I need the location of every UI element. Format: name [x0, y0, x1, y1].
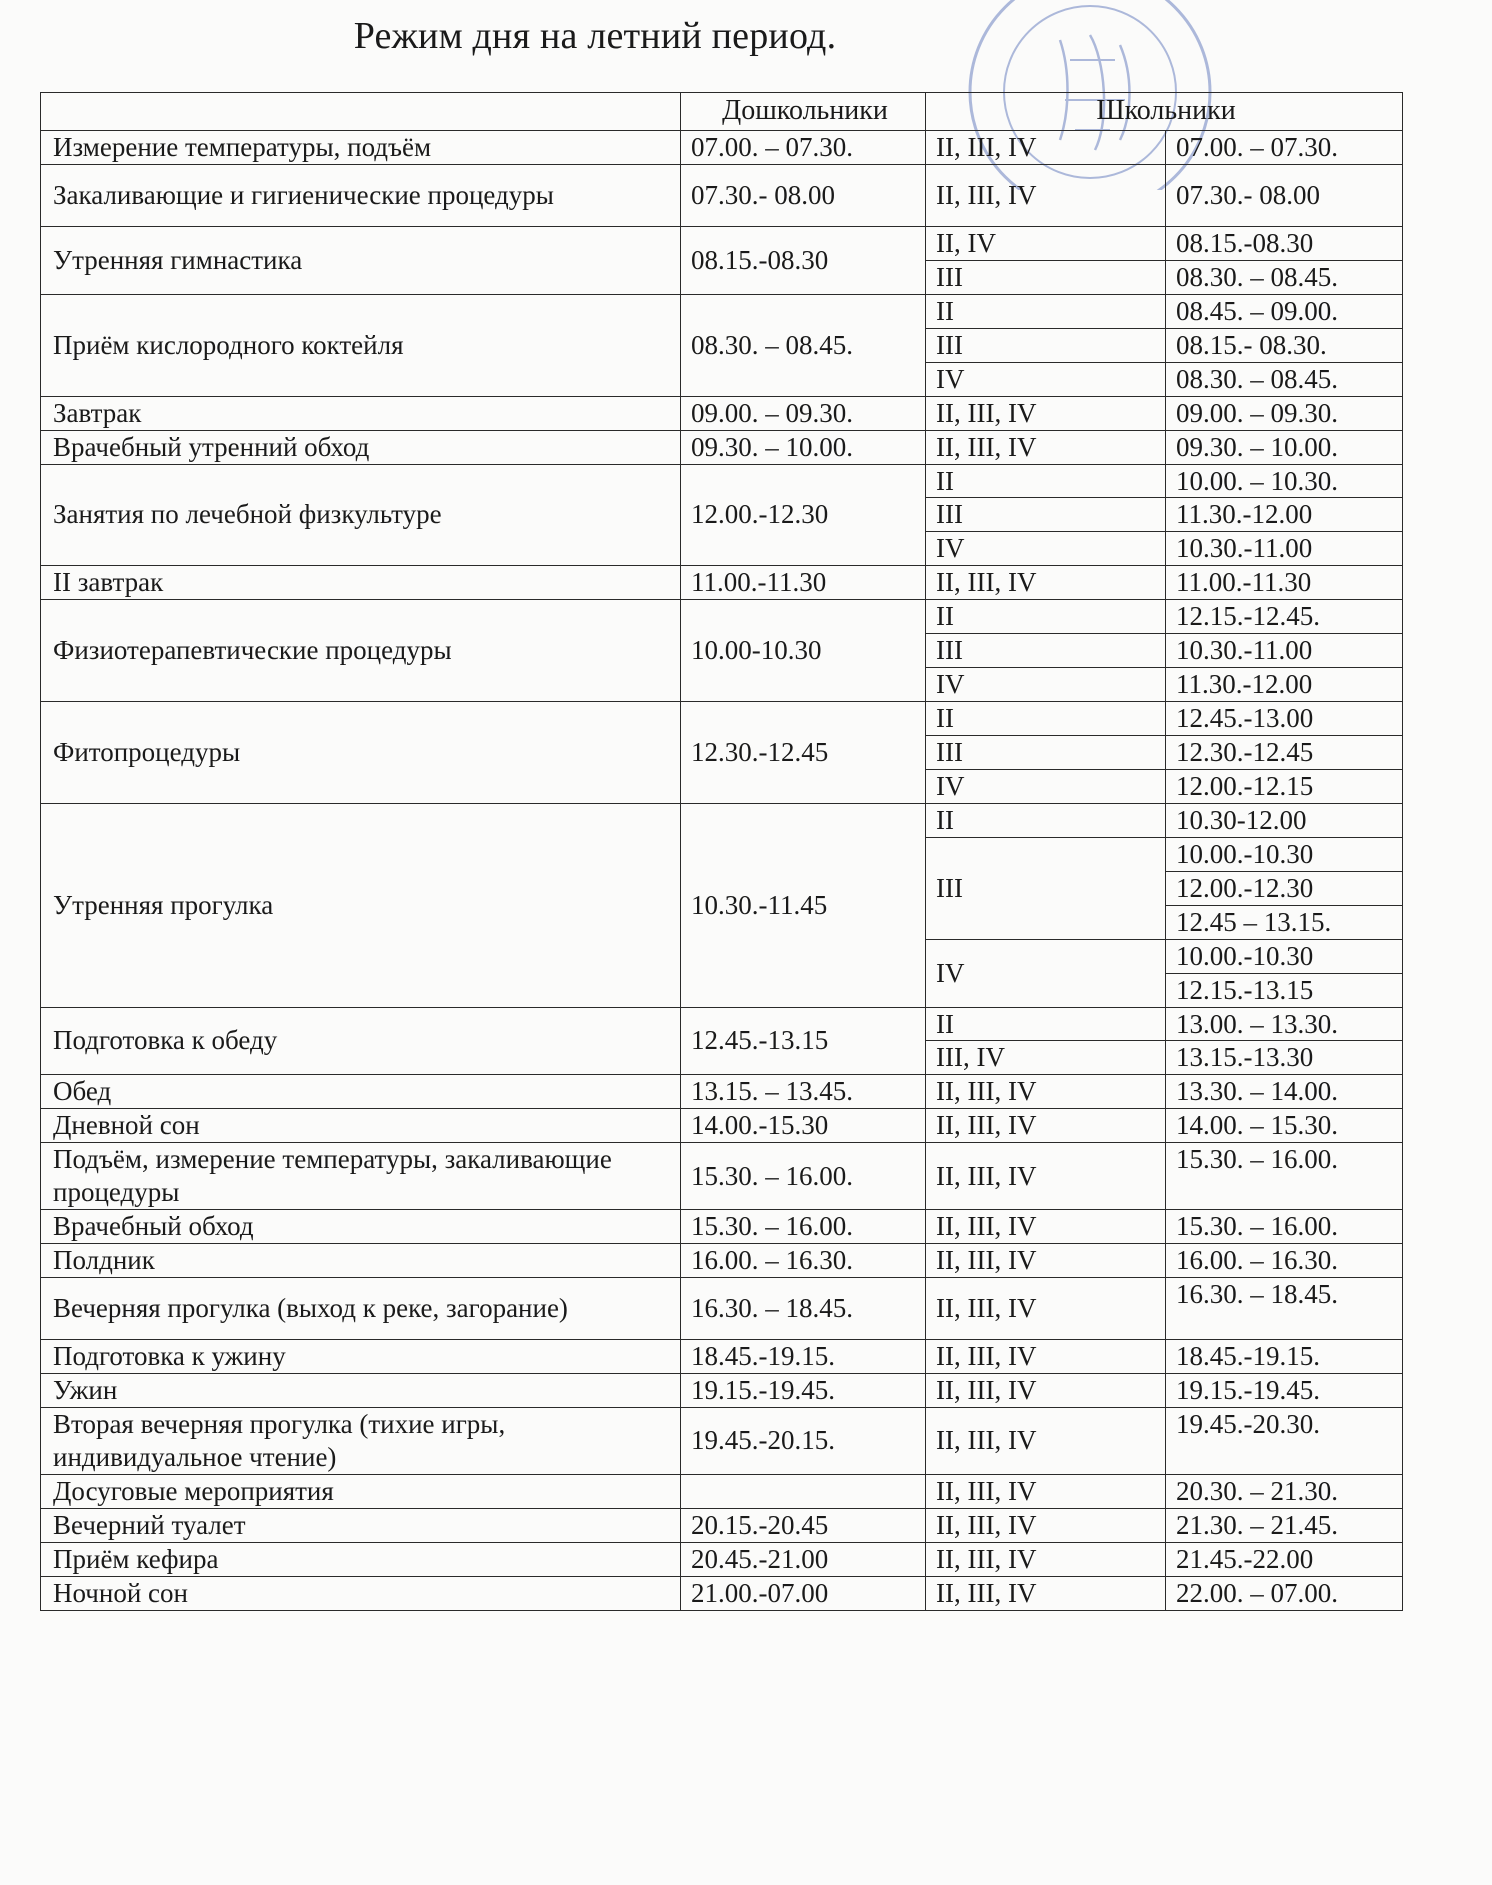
preschool-time-cell: 15.30. – 16.00.	[681, 1210, 926, 1244]
activity-cell: Полдник	[41, 1244, 681, 1278]
school-time-cell: 07.30.- 08.00	[1166, 164, 1403, 226]
school-time-cell: 09.00. – 09.30.	[1166, 396, 1403, 430]
school-time-cell: 16.30. – 18.45.	[1166, 1278, 1403, 1340]
activity-cell: Закаливающие и гигиенические процедуры	[41, 164, 681, 226]
table-header-row	[41, 93, 1403, 131]
table-row	[41, 1007, 1403, 1041]
activity-cell: Фитопроцедуры	[41, 702, 681, 804]
header-activity-cell	[41, 93, 681, 131]
table-row	[41, 1210, 1403, 1244]
table-row	[41, 1474, 1403, 1508]
activity-cell: Подъём, измерение температуры, закаливающие процедуры	[41, 1143, 681, 1210]
table-row	[41, 702, 1403, 736]
table-row	[41, 1373, 1403, 1407]
school-time-cell: 14.00. – 15.30.	[1166, 1109, 1403, 1143]
table-row	[41, 1244, 1403, 1278]
table-row	[41, 226, 1403, 260]
table-row	[41, 600, 1403, 634]
school-time-cell: 20.30. – 21.30.	[1166, 1474, 1403, 1508]
school-time-cell: 15.30. – 16.00.	[1166, 1210, 1403, 1244]
school-time-cell: 08.45. – 09.00.	[1166, 294, 1403, 328]
activity-cell: Врачебный утренний обход	[41, 430, 681, 464]
school-groups-cell: III	[926, 328, 1166, 362]
activity-cell: II завтрак	[41, 566, 681, 600]
preschool-time-cell: 08.15.-08.30	[681, 226, 926, 294]
preschool-time-cell: 16.30. – 18.45.	[681, 1278, 926, 1340]
preschool-time-cell: 12.45.-13.15	[681, 1007, 926, 1075]
school-time-cell: 12.00.-12.30	[1166, 871, 1403, 905]
preschool-time-cell: 20.45.-21.00	[681, 1542, 926, 1576]
school-groups-cell: II, III, IV	[926, 1542, 1166, 1576]
header-school-cell: Школьники	[926, 93, 1403, 131]
activity-cell: Подготовка к ужину	[41, 1340, 681, 1374]
school-time-cell: 21.30. – 21.45.	[1166, 1508, 1403, 1542]
school-groups-cell: II	[926, 803, 1166, 837]
activity-cell: Дневной сон	[41, 1109, 681, 1143]
school-time-cell: 13.30. – 14.00.	[1166, 1075, 1403, 1109]
activity-cell: Приём кефира	[41, 1542, 681, 1576]
table-row	[41, 1576, 1403, 1610]
table-row	[41, 396, 1403, 430]
table-row	[41, 803, 1403, 837]
school-groups-cell: II	[926, 702, 1166, 736]
school-time-cell: 21.45.-22.00	[1166, 1542, 1403, 1576]
school-groups-cell: II, III, IV	[926, 1576, 1166, 1610]
activity-cell: Физиотерапевтические процедуры	[41, 600, 681, 702]
school-groups-cell: II, III, IV	[926, 1210, 1166, 1244]
preschool-time-cell: 07.00. – 07.30.	[681, 131, 926, 165]
school-groups-cell: IV	[926, 769, 1166, 803]
school-groups-cell: II, III, IV	[926, 396, 1166, 430]
preschool-time-cell: 07.30.- 08.00	[681, 164, 926, 226]
school-time-cell: 10.30.-11.00	[1166, 634, 1403, 668]
table-row	[41, 566, 1403, 600]
school-time-cell: 13.15.-13.30	[1166, 1041, 1403, 1075]
activity-cell: Утренняя гимнастика	[41, 226, 681, 294]
school-groups-cell: II, III, IV	[926, 131, 1166, 165]
school-time-cell: 08.30. – 08.45.	[1166, 362, 1403, 396]
preschool-time-cell: 10.00-10.30	[681, 600, 926, 702]
preschool-time-cell: 16.00. – 16.30.	[681, 1244, 926, 1278]
table-row	[41, 131, 1403, 165]
school-time-cell: 15.30. – 16.00.	[1166, 1143, 1403, 1210]
activity-cell: Занятия по лечебной физкультуре	[41, 464, 681, 566]
table-row	[41, 1143, 1403, 1210]
preschool-time-cell: 09.00. – 09.30.	[681, 396, 926, 430]
school-groups-cell: II, IV	[926, 226, 1166, 260]
page-title: Режим дня на летний период.	[353, 15, 837, 57]
school-groups-cell: III	[926, 260, 1166, 294]
school-time-cell: 10.30.-11.00	[1166, 532, 1403, 566]
activity-cell: Утренняя прогулка	[41, 803, 681, 1007]
school-time-cell: 18.45.-19.15.	[1166, 1340, 1403, 1374]
schedule-table	[40, 92, 1403, 1611]
header-preschool-cell: Дошкольники	[681, 93, 926, 131]
school-time-cell: 07.00. – 07.30.	[1166, 131, 1403, 165]
school-groups-cell: II, III, IV	[926, 1340, 1166, 1374]
school-time-cell: 08.15.- 08.30.	[1166, 328, 1403, 362]
preschool-time-cell: 21.00.-07.00	[681, 1576, 926, 1610]
preschool-time-cell: 12.00.-12.30	[681, 464, 926, 566]
table-row	[41, 430, 1403, 464]
school-groups-cell: II	[926, 1007, 1166, 1041]
activity-cell: Подготовка к обеду	[41, 1007, 681, 1075]
activity-cell: Вторая вечерняя прогулка (тихие игры, индивидуальное чтение)	[41, 1407, 681, 1474]
school-time-cell: 12.45 – 13.15.	[1166, 905, 1403, 939]
preschool-time-cell: 18.45.-19.15.	[681, 1340, 926, 1374]
schedule-body	[41, 131, 1403, 1611]
school-groups-cell: II, III, IV	[926, 1508, 1166, 1542]
school-groups-cell: III	[926, 498, 1166, 532]
school-groups-cell: III	[926, 837, 1166, 939]
school-groups-cell: II	[926, 600, 1166, 634]
preschool-time-cell: 10.30.-11.45	[681, 803, 926, 1007]
preschool-time-cell: 08.30. – 08.45.	[681, 294, 926, 396]
preschool-time-cell: 13.15. – 13.45.	[681, 1075, 926, 1109]
school-time-cell: 10.00.-10.30	[1166, 837, 1403, 871]
table-row	[41, 294, 1403, 328]
school-time-cell: 10.00. – 10.30.	[1166, 464, 1403, 498]
school-groups-cell: III, IV	[926, 1041, 1166, 1075]
school-time-cell: 08.30. – 08.45.	[1166, 260, 1403, 294]
table-row	[41, 164, 1403, 226]
table-row	[41, 1542, 1403, 1576]
school-time-cell: 08.15.-08.30	[1166, 226, 1403, 260]
preschool-time-cell: 14.00.-15.30	[681, 1109, 926, 1143]
school-time-cell: 11.00.-11.30	[1166, 566, 1403, 600]
table-row	[41, 1407, 1403, 1474]
school-groups-cell: II, III, IV	[926, 430, 1166, 464]
school-time-cell: 12.30.-12.45	[1166, 736, 1403, 770]
activity-cell: Завтрак	[41, 396, 681, 430]
school-groups-cell: II, III, IV	[926, 1143, 1166, 1210]
school-time-cell: 11.30.-12.00	[1166, 668, 1403, 702]
school-groups-cell: II, III, IV	[926, 566, 1166, 600]
school-time-cell: 12.15.-13.15	[1166, 973, 1403, 1007]
school-groups-cell: IV	[926, 668, 1166, 702]
school-groups-cell: II	[926, 294, 1166, 328]
table-row	[41, 464, 1403, 498]
school-groups-cell: II, III, IV	[926, 164, 1166, 226]
table-row	[41, 1075, 1403, 1109]
activity-cell: Врачебный обход	[41, 1210, 681, 1244]
activity-cell: Досуговые мероприятия	[41, 1474, 681, 1508]
activity-cell: Вечерняя прогулка (выход к реке, загорание)	[41, 1278, 681, 1340]
school-time-cell: 11.30.-12.00	[1166, 498, 1403, 532]
table-row	[41, 1109, 1403, 1143]
preschool-time-cell: 15.30. – 16.00.	[681, 1143, 926, 1210]
school-groups-cell: IV	[926, 939, 1166, 1007]
school-time-cell: 10.30-12.00	[1166, 803, 1403, 837]
school-time-cell: 19.45.-20.30.	[1166, 1407, 1403, 1474]
preschool-time-cell: 09.30. – 10.00.	[681, 430, 926, 464]
table-row	[41, 1278, 1403, 1340]
school-groups-cell: II, III, IV	[926, 1373, 1166, 1407]
activity-cell: Обед	[41, 1075, 681, 1109]
school-groups-cell: IV	[926, 532, 1166, 566]
preschool-time-cell	[681, 1474, 926, 1508]
preschool-time-cell: 20.15.-20.45	[681, 1508, 926, 1542]
activity-cell: Приём кислородного коктейля	[41, 294, 681, 396]
preschool-time-cell: 19.45.-20.15.	[681, 1407, 926, 1474]
school-groups-cell: III	[926, 736, 1166, 770]
school-time-cell: 10.00.-10.30	[1166, 939, 1403, 973]
school-groups-cell: II, III, IV	[926, 1474, 1166, 1508]
school-time-cell: 12.45.-13.00	[1166, 702, 1403, 736]
activity-cell: Ночной сон	[41, 1576, 681, 1610]
school-time-cell: 16.00. – 16.30.	[1166, 1244, 1403, 1278]
school-groups-cell: II, III, IV	[926, 1109, 1166, 1143]
school-time-cell: 09.30. – 10.00.	[1166, 430, 1403, 464]
school-time-cell: 13.00. – 13.30.	[1166, 1007, 1403, 1041]
table-row	[41, 1508, 1403, 1542]
activity-cell: Вечерний туалет	[41, 1508, 681, 1542]
preschool-time-cell: 12.30.-12.45	[681, 702, 926, 804]
school-time-cell: 22.00. – 07.00.	[1166, 1576, 1403, 1610]
school-time-cell: 12.00.-12.15	[1166, 769, 1403, 803]
school-groups-cell: II, III, IV	[926, 1278, 1166, 1340]
school-groups-cell: IV	[926, 362, 1166, 396]
school-time-cell: 19.15.-19.45.	[1166, 1373, 1403, 1407]
school-groups-cell: II	[926, 464, 1166, 498]
table-row	[41, 1340, 1403, 1374]
school-groups-cell: II, III, IV	[926, 1244, 1166, 1278]
school-groups-cell: III	[926, 634, 1166, 668]
school-groups-cell: II, III, IV	[926, 1407, 1166, 1474]
school-time-cell: 12.15.-12.45.	[1166, 600, 1403, 634]
activity-cell: Ужин	[41, 1373, 681, 1407]
preschool-time-cell: 11.00.-11.30	[681, 566, 926, 600]
school-groups-cell: II, III, IV	[926, 1075, 1166, 1109]
activity-cell: Измерение температуры, подъём	[41, 131, 681, 165]
preschool-time-cell: 19.15.-19.45.	[681, 1373, 926, 1407]
